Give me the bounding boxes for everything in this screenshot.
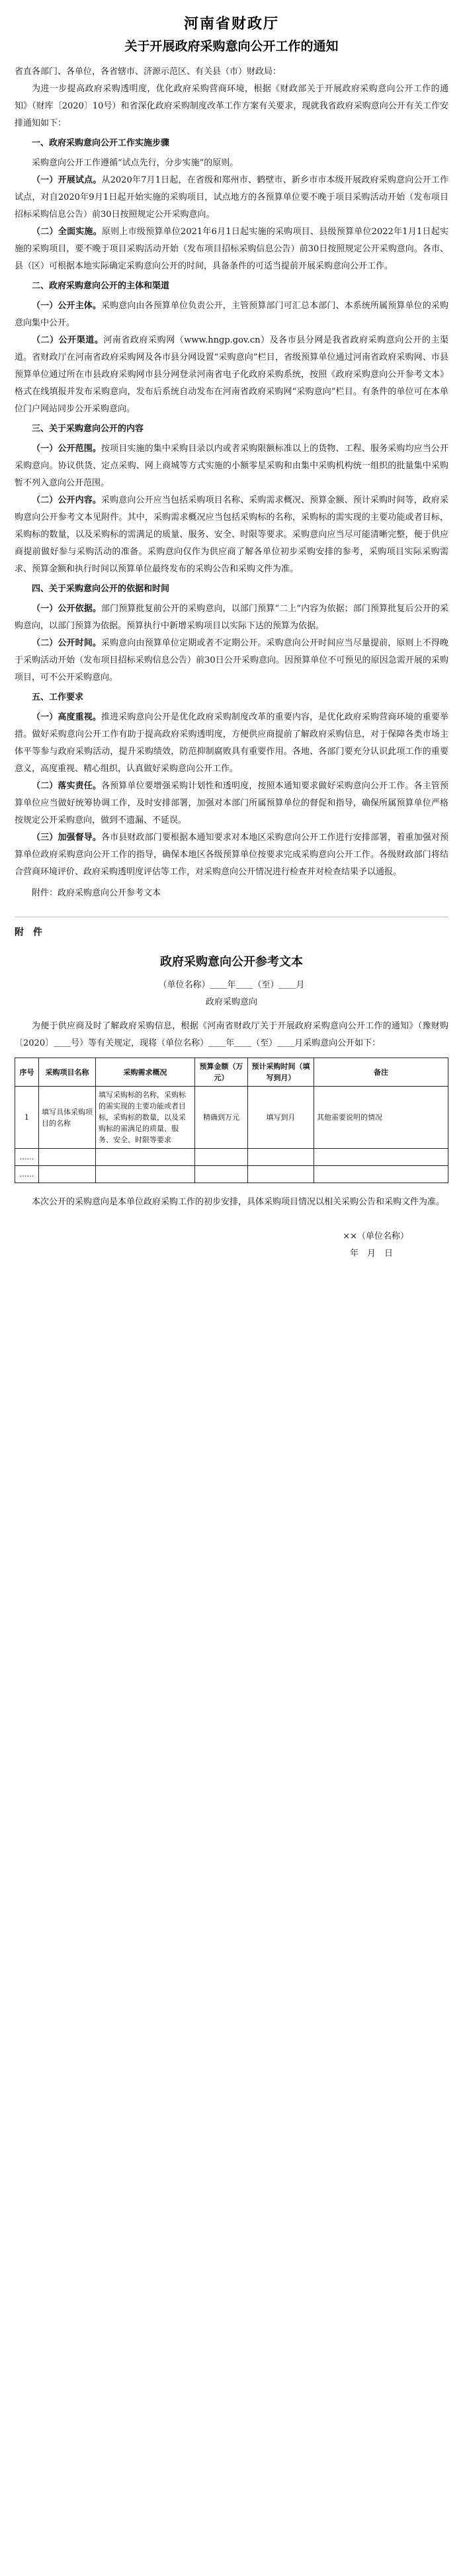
annex-label: 附 件 [15,927,42,938]
table-cell: 1 [15,1087,39,1149]
section-heading: 一、政府采购意向公开工作实施步骤 [32,138,170,148]
column-header: 预算金额（万元） [195,1058,248,1087]
section-heading: 五、工作要求 [32,692,84,702]
section-paragraph [15,492,448,578]
table-cell: 填写到月 [248,1087,314,1149]
attachment-note: 附件：政府采购意向公开参考文本 [32,888,161,898]
section-paragraph [15,172,448,224]
paragraph-lead: （一）公开主体。 [32,301,102,311]
table-cell [314,1166,448,1183]
paragraph-text: 河南省政府采购网（www.hngp.gov.cn）及各市县分网是我省政府采购意向公开的主渠道。省财政厅在河南省政府采购网及各市县分网设置“采购意向”栏目，省级预算单位通过河南省政府采购网、市县预算单位通过所在市县政府采购网市县分网登录河南省电子化政府采购系统，按照《政府采购意向公开参考文本》格式在线填报并发布采购意向，发布后系统自动发布在河南省政府采购网“采购意向”栏目。有条件的单位可在本单位门户网站同步公开采购意向。 [15,335,448,414]
section-paragraph [15,332,448,418]
paragraph-lead: （二）落实责任。 [32,781,102,791]
paragraph-lead: （二）公开渠道。 [32,335,104,345]
section-paragraph [15,224,448,275]
paragraph-text: 采购意向由各预算单位负责公开，主管预算部门可汇总本部门、本系统所属预算单位的采购意向集中公开。 [15,301,448,328]
column-header: 预计采购时间（填写到月） [248,1058,314,1087]
section-heading: 二、政府采购意向公开的主体和渠道 [32,281,170,291]
paragraph-lead: （一）公开范围。 [32,444,102,454]
paragraph-text: 推进采购意向公开是优化政府采购制度改革的重要内容，是优化政府采购营商环境的重要举措。做好采购意向公开工作有助于提高政府采购透明度，方便供应商提前了解政府采购信息，对于保障各类市场主体平等参与政府采购活动，提升采购绩效，防范抑制腐败具有重要作用。各地、各部门要充分认识此项工作的重要意义，高度重视、精心组织，认真做好采购意向公开工作。 [15,712,448,774]
paragraph-lead: （二）全面实施。 [32,227,102,237]
annex-paragraph: 为便于供应商及时了解政府采购信息，根据《河南省财政厅关于开展政府采购意向公开工作的通知》（豫财购〔2020〕＿＿号）等有关规定，现将（单位名称）＿＿年＿＿（至）＿＿月采购意向公开如下： [15,1021,448,1048]
column-header: 采购需求概况 [96,1058,195,1087]
table-row [15,1166,448,1183]
paragraph-lead: （二）公开内容。 [32,495,102,505]
paragraph-lead: （二）公开时间。 [32,638,102,648]
signature-line: ××（单位名称） [343,1231,409,1241]
section-heading: 四、关于采购意向公开的依据和时间 [32,584,170,594]
table-cell: 填写采购标的名称，采购标的需实现的主要功能或者目标，采购标的数量，以及采购标的需满足的质量、服务、安全、时限等要求 [96,1087,195,1149]
annex-header-line: （单位名称）＿＿年＿＿（至）＿＿月 [158,980,305,990]
table-cell [39,1149,96,1166]
table-cell [195,1166,248,1183]
table-cell: …… [15,1149,39,1166]
annex-subtitle: 政府采购意向 [205,997,257,1007]
table-row [15,1149,448,1166]
column-header: 备注 [314,1058,448,1087]
paragraph-lead: （一）公开依据。 [32,604,101,614]
annex-title: 政府采购意向公开参考文本 [160,955,303,969]
table-cell [248,1166,314,1183]
table-cell: 填写具体采购项目的名称 [39,1087,96,1149]
annex-closing: 本次公开的采购意向是本单位政府采购工作的初步安排，具体采购项目情况以相关采购公告和采购文件为准。 [32,1197,445,1207]
table-cell: 其他需要说明的情况 [314,1087,448,1149]
table-cell [195,1149,248,1166]
paragraph-text: 原则上市级预算单位2021年6月1日起实施的采购项目、县级预算单位2022年1月1日起实施的采购项目，要不晚于项目采购活动开始（发布项目招标采购信息公告）前30日按照规定公开采购意向。各市、县（区）可根据本地实际确定采购意向公开的时间，具备条件的可适当提前开展采购意向公开工作。 [15,227,448,271]
addressee: 省直各部门、各单位，各省辖市、济源示范区、有关县（市）财政局： [15,67,282,77]
notice-title: 关于开展政府采购意向公开工作的通知 [124,39,339,54]
table-cell: 精确到万元 [195,1087,248,1149]
section-paragraph [15,440,448,492]
paragraph-lead: （一）开展试点。 [32,175,102,185]
table-cell: …… [15,1166,39,1183]
table-cell [314,1149,448,1166]
intro-paragraph: 为进一步提高政府采购透明度，优化政府采购营商环境，根据《财政部关于开展政府采购意向公开工作的通知》（财库〔2020〕10号）和省深化政府采购制度改革工作方案有关要求，现就我省政府采购意向公开有关工作安排通知如下： [15,84,448,128]
section-paragraph [15,829,448,881]
table-cell [39,1166,96,1183]
intent-table [15,1058,448,1183]
paragraph-text: 各市县财政部门要根据本通知要求对本地区采购意向公开工作进行安排部署，着重加强对预算单位政府采购意向公开工作的指导，确保本地区各级预算单位按要求完成采购意向公开工作。各级财政部门将结合营商环境评价、政府采购透明度评估等工作，对采购意向公开情况进行检查并对检查结果予以通报。 [15,833,448,877]
section-heading: 三、关于采购意向公开的内容 [32,424,144,434]
paragraph-text: 各预算单位要增强采购计划性和透明度，按照本通知要求做好采购意向公开工作。各主管预算单位应当做好统筹协调工作，及时安排部署，加强对本部门所属预算单位的督促和指导，确保所属预算单位严格按规定公开采购意向，做到不遗漏、不延误。 [15,781,448,825]
table-row [15,1087,448,1149]
table-cell [248,1149,314,1166]
paragraph-text: 部门预算批复前公开的采购意向，以部门预算“二上”内容为依据；部门预算批复后公开的采购意向，以部门预算为依据。预算执行中新增采购项目以实际下达的预算为依据。 [15,604,448,631]
table-cell [96,1149,195,1166]
table-cell [96,1166,195,1183]
paragraph-lead: （一）高度重视。 [32,712,102,722]
section-paragraph [15,709,448,778]
section-paragraph [15,155,448,172]
section-paragraph [15,298,448,332]
column-header: 采购项目名称 [39,1058,96,1087]
section-paragraph [15,601,448,635]
paragraph-text: 按项目实施的集中采购目录以内或者采购限额标准以上的货物、工程、服务采购均应当公开采购意向。协议供货、定点采购、网上商城等方式实施的小额零星采购和由集中采购机构统一组织的批量集中采购暂不列入意向公开范围。 [15,444,448,488]
paragraph-text: 采购意向公开工作遵循“试点先行，分步实施”的原则。 [32,158,239,168]
column-header: 序号 [15,1058,39,1087]
agency-title: 河南省财政厅 [183,15,279,32]
section-paragraph [15,635,448,686]
date-line: 年 月 日 [349,1249,393,1259]
section-paragraph [15,778,448,829]
table-header-row [15,1058,448,1087]
paragraph-text: 采购意向由预算单位定期或者不定期公开。采购意向公开时间应当尽量提前，原则上不得晚于采购活动开始（发布项目招标采购信息公告）前30日公开采购意向。因预算单位不可预见的原因急需开展的采购项目，可不公开采购意向。 [15,638,448,683]
paragraph-text: 从2020年7月1日起，在省级和郑州市、鹤壁市、新乡市市本级开展政府采购意向公开工作试点，对自2020年9月1日起开始实施的采购项目，试点地方的各预算单位要不晚于项目采购活动开始（发布项目招标采购信息公告）前30日按照规定公开采购意向。 [15,175,448,220]
paragraph-text: 采购意向公开应当包括采购项目名称、采购需求概况、预算金额、预计采购时间等，政府采购意向公开参考文本见附件。其中，采购需求概况应当包括采购标的名称，采购标的需实现的主要功能或者目标，采购标的数量，以及采购标的需满足的质量、服务、安全、时限等要求。采购意向应当尽可能清晰完整，便于供应商提前做好参与采购活动的准备。采购意向仅作为供应商了解各单位初步采购安排的参考，采购项目实际采购需求、预算金额和执行时间以预算单位最终发布的采购公告和采购文件为准。 [15,495,448,574]
paragraph-lead: （三）加强督导。 [32,833,102,843]
